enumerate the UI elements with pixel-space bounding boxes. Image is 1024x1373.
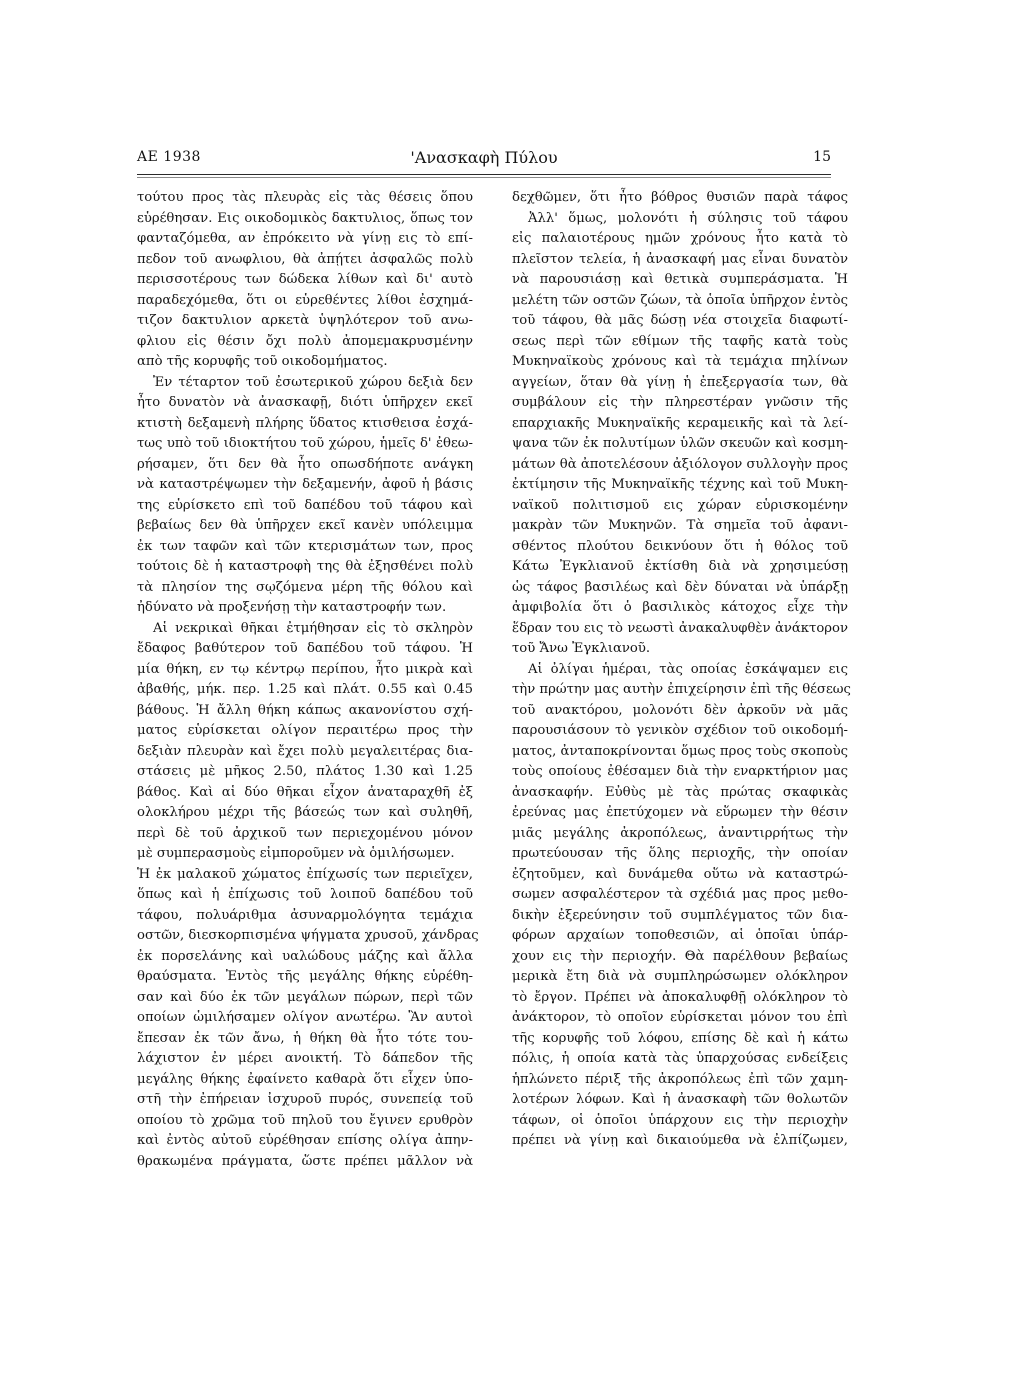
text-line: σωμεν ασφαλέστερον τὰ σχέδιά μας προς μεθο-	[512, 887, 848, 902]
text-line: σεως περὶ τῶν εθίμων τῆς ταφῆς κατὰ τοὺς	[512, 333, 848, 349]
text-line: ψανα τῶν ἐκ πολυτίμων ὑλῶν σκευῶν καὶ κοσμη-	[512, 436, 848, 451]
text-line: δεξιὰν πλευρὰν καὶ ἔχει πολὺ μεγαλειτέρας δια-	[137, 743, 473, 759]
text-line: ὡς τάφος βασιλέως καὶ δὲν δύναται νὰ ὑπάρξῃ	[512, 579, 848, 595]
right-column	[512, 188, 851, 1152]
text-line: τως υπὸ τοῦ ιδιοκτήτου τοῦ χώρου, ἡμεῖς δ' ἐθεω-	[137, 436, 473, 451]
text-line: τὴν πρώτην μας αυτὴν ἐπιχείρησιν ἐπὶ τῆς θέσεως	[512, 682, 851, 697]
text-line: Ἐν τέταρτον τοῦ ἐσωτερικοῦ χώρου δεξιὰ δεν	[153, 374, 473, 390]
text-line: οποίων ὡμιλήσαμεν ολίγον ανωτέρω. Ἂν αυτοὶ	[137, 1010, 473, 1025]
header-rule	[137, 174, 831, 175]
text-line: δεχθῶμεν, ὅτι ἦτο βόθρος θυσιῶν παρὰ τάφος	[512, 190, 848, 205]
text-line: χουν εις τὴν περιοχήν. Θὰ παρέλθουν βεβαίως	[512, 948, 848, 964]
text-line: νὰ παρουσιάσῃ καὶ θετικὰ συμπεράσματα. Ἡ	[512, 272, 848, 287]
text-line: συμβάλουν εἰς τὴν πληρεστέραν γνῶσιν τῆς	[512, 395, 848, 410]
text-line: οστῶν, διεσκορπισμένα ψήγματα χρυσοῦ, χάνδρας	[137, 928, 479, 943]
text-line: μεγάλης θήκης ἐφαίνετο καθαρὰ ὅτι εἶχεν ὑπο-	[137, 1071, 473, 1087]
text-line: ἦτο δυνατὸν νὰ ἀνασκαφῇ, διότι ὑπῆρχεν εκεῖ	[137, 395, 473, 410]
text-line: εἰς παλαιοτέρους ημῶν χρόνους ἦτο κατὰ τὸ	[512, 231, 848, 246]
text-line: μὲ συμπερασμοὺς εἰμποροῦμεν νὰ ὁμιλήσωμεν.	[137, 846, 455, 861]
text-line: πόλις, ἡ οποία κατὰ τὰς ὑπαρχούσας ενδείξεις	[512, 1051, 848, 1066]
text-line: νὰ καταστρέψωμεν τὴν δεξαμενήν, ἀφοῦ ἡ βάσις	[137, 477, 473, 492]
text-line: ἀνασκαφήν. Εὐθὺς μὲ τὰς πρώτας σκαφικὰς	[512, 784, 848, 800]
text-line: μακρὰν τῶν Μυκηνῶν. Τὰ σημεῖα τοῦ ἀφανι-	[512, 518, 848, 533]
text-line: τὸ ἔργον. Πρέπει νὰ ἀποκαλυφθῇ ολόκληρον τὸ	[512, 989, 848, 1005]
text-line: τιζον δακτυλιον αρκετὰ ὑψηλότερον τοῦ ανω-	[137, 313, 473, 328]
text-line: βάθους. Ἡ ἄλλη θήκη κάπως ακανονίστου σχή-	[137, 702, 473, 718]
text-line: ἀβαθής, μήκ. περ. 1.25 καὶ πλάτ. 0.55 καὶ 0.45	[137, 682, 473, 697]
text-line: φλιου εἰς θέσιν ὄχι πολὺ ἀπομεμακρυσμένην	[137, 333, 473, 349]
text-line: σθέντος πλούτου δεικνύουν ὅτι ἡ θόλος τοῦ	[512, 538, 848, 554]
text-line: ολοκλήρου μέχρι τῆς βάσεώς των καὶ συληθῆ,	[137, 805, 473, 820]
text-line: Ἀλλ' ὅμως, μολονότι ἡ σύλησις τοῦ τάφου	[528, 210, 848, 226]
text-line: τούτοις δὲ ἡ καταστροφὴ της θὰ ἐξησθένει πολὺ	[137, 559, 473, 574]
text-line: πεδον τοῦ ανωφλιου, θὰ ἀπῄτει ἀσφαλῶς πολὺ	[137, 251, 473, 267]
text-line: στῆ τὴν ἐπήρειαν ἰσχυροῦ πυρός, συνεπείᾳ τοῦ	[137, 1092, 473, 1107]
text-line: ἔπεσαν ἐκ τῶν ἄνω, ἡ θήκη θὰ ἦτο τότε του-	[137, 1030, 473, 1046]
left-column	[137, 188, 479, 1172]
text-line: Αἱ νεκρικαὶ θῆκαι ἐτμήθησαν εἰς τὸ σκληρὸν	[153, 620, 473, 636]
text-line: τοῦ ανακτόρου, μολονότι δὲν ἀρκοῦν νὰ μᾶς	[512, 702, 848, 718]
text-line: πρέπει νὰ γίνῃ καὶ δικαιούμεθα νὰ ἐλπίζωμεν,	[512, 1133, 848, 1148]
text-line: ἀνάκτορον, τὸ οποῖον εὑρίσκεται μόνον του ἐπὶ	[512, 1010, 848, 1025]
text-line: Μυκηναϊκοὺς χρόνους καὶ τὰ τεμάχια πηλίνων	[512, 354, 848, 369]
text-line: τῆς κορυφῆς τοῦ λόφου, επίσης δὲ καὶ ἡ κάτω	[512, 1030, 848, 1046]
text-line: ἠδύνατο νὰ προξενήσῃ τὴν καταστροφήν των.	[137, 600, 447, 615]
text-line: τὰ πλησίον της σῳζόμενα μέρη τῆς θόλου καὶ	[137, 579, 473, 595]
text-line: κτιστὴ δεξαμενὴ πλήρης ὕδατος κτισθεισα ἐσχά-	[137, 415, 473, 431]
text-line: ἐκτίμησιν τῆς Μυκηναϊκῆς τέχνης καὶ τοῦ Μυκη-	[512, 477, 848, 492]
text-line: ματος, ἀνταποκρίνονται ὅμως προς τοὺς σκοποὺς	[512, 743, 848, 759]
text-line: περὶ δὲ τοῦ ἀρχικοῦ των περιεχομένου μόνον	[137, 825, 473, 841]
text-line: Κάτω Ἐγκλιανοῦ ἐκτίσθη διὰ νὰ χρησιμεύσῃ	[512, 559, 848, 574]
text-line: οποίου τὸ χρῶμα τοῦ πηλοῦ του ἔγινεν ερυθρὸν	[137, 1112, 473, 1128]
text-line: τοῦ Ἄνω Ἐγκλιανοῦ.	[512, 641, 651, 656]
text-line: ἐκ των ταφῶν καὶ τῶν κτερισμάτων των, προς	[137, 538, 473, 554]
text-line: μερικὰ ἔτη διὰ νὰ συμπληρώσωμεν ολόκληρον	[512, 969, 848, 984]
text-line: μάτων θὰ ἀποτελέσουν ἀξιόλογον συλλογὴν προς	[512, 456, 848, 472]
text-line: ἐρεύνας μας ἐπετύχομεν νὰ εὕρωμεν τὴν θέσιν	[512, 805, 848, 820]
page-number: 15	[813, 149, 831, 165]
text-line: πλεῖστον τελεία, ἡ ἀνασκαφή μας εἶναι δυνατὸν	[512, 251, 848, 267]
text-line: ἡπλώνετο πέριξ τῆς ἀκροπόλεως ἐπὶ τῶν χαμη-	[512, 1071, 848, 1087]
text-line: Αἱ ὀλίγαι ἡμέραι, τὰς οποίας ἐσκάψαμεν εις	[528, 661, 848, 677]
text-line: σαν καὶ δύο ἐκ τῶν μεγάλων πώρων, περὶ τῶν	[137, 989, 473, 1005]
text-line: λάχιστον ἐν μέρει ανοικτή. Τὸ δάπεδον τῆς	[137, 1051, 473, 1066]
text-line: ἕδραν του εις τὸ νεωστὶ ἀνακαλυφθὲν ἀνάκτορον	[512, 620, 848, 636]
text-line: ματος εὑρίσκεται ολίγον περαιτέρω προς τὴν	[137, 723, 473, 738]
text-line: ἔδαφος βαθύτερον τοῦ δαπέδου τοῦ τάφου. Ἡ	[137, 641, 473, 656]
text-line: στάσεις μὲ μῆκος 2.50, πλάτος 1.30 καὶ 1.25	[137, 764, 473, 779]
text-line: τοῦ τάφου, θὰ μᾶς δώσῃ νέα στοιχεῖα διαφωτί-	[512, 313, 848, 328]
text-line: φανταζόμεθα, αν ἐπρόκειτο νὰ γίνῃ εις τὸ επί-	[137, 231, 473, 246]
text-line: αγγείων, ὅταν θὰ γίνῃ ἡ ἐπεξεργασία των, θὰ	[512, 374, 848, 390]
text-line: θραύσματα. Ἐντὸς τῆς μεγάλης θήκης εὑρέθη-	[137, 969, 473, 984]
text-line: Ἡ ἐκ μαλακοῦ χώματος ἐπίχωσίς των περιεῖχεν,	[137, 866, 473, 882]
text-line: μία θήκη, εν τῳ κέντρῳ περίπου, ἦτο μικρὰ καὶ	[137, 661, 473, 677]
text-line: τάφων, οἱ ὁποῖοι ὑπάρχουν εις τὴν περιοχὴν	[512, 1112, 848, 1128]
running-title: 'Ανασκαφὴ Πύλου	[410, 148, 558, 167]
text-line: τοὺς οποίους ἐθέσαμεν διὰ τὴν εναρκτήριον μας	[512, 764, 848, 779]
text-line: τάφου, πολυάριθμα ἀσυναρμολόγητα τεμάχια	[137, 907, 473, 923]
journal-reference: ΑΕ 1938	[137, 149, 201, 165]
text-line: περισσοτέρους των δώδεκα λίθων καὶ δι' αυτὸ	[137, 272, 473, 287]
text-line: εὑρέθησαν. Εις οικοδομικὸς δακτυλιος, ὅπως τον	[137, 210, 473, 226]
text-line: απὸ τῆς κορυφῆς τοῦ οικοδομήματος.	[137, 354, 388, 369]
text-line: φόρων αρχαίων τοποθεσιῶν, αἱ ὁποῖαι ὑπάρ-	[512, 928, 848, 943]
text-line: επαρχιακῆς Μυκηναϊκῆς κεραμεικῆς καὶ τὰ λεί-	[512, 415, 848, 431]
text-line: μιᾶς μεγάλης ἀκροπόλεως, ἀναντιρρήτως τὴν	[512, 825, 848, 841]
text-line: ναϊκοῦ πολιτισμοῦ εις χώραν εὑρισκομένην	[512, 497, 848, 513]
text-line: ἐζητοῦμεν, καὶ δυνάμεθα οὕτω νὰ καταστρώ-	[512, 866, 848, 882]
text-line: ἐκ πορσελάνης καὶ υαλώδους μάζης καὶ ἄλλα	[137, 948, 473, 964]
text-line: ἀμφιβολία ὅτι ὁ βασιλικὸς κάτοχος εἶχε τὴν	[512, 600, 848, 615]
page-header	[137, 149, 831, 173]
text-line: μελέτη τῶν οστῶν ζώων, τὰ ὁποῖα ὑπῆρχον ἐντὸς	[512, 292, 848, 308]
text-line: ὅπως καὶ ἡ ἐπίχωσις τοῦ λοιποῦ δαπέδου τοῦ	[137, 887, 473, 902]
text-line: παραδεχόμεθα, ὅτι οι εὑρεθέντες λίθοι ἐσχημά-	[137, 292, 473, 308]
text-line: θρακωμένα πράγματα, ὥστε πρέπει μᾶλλον νὰ	[137, 1153, 473, 1169]
text-line: παρουσιάσουν τὸ γενικὸν σχέδιον τοῦ οικοδομή-	[512, 723, 848, 738]
header-rule-thin	[137, 177, 831, 178]
text-line: ρήσαμεν, ὅτι δεν θὰ ἦτο οπωσδήποτε ανάγκη	[137, 456, 473, 472]
text-line: τούτου προς τὰς πλευρὰς εἰς τὰς θέσεις ὅπου	[137, 190, 473, 205]
text-line: πρωτεύουσαν τῆς ὅλης περιοχῆς, τὴν οποίαν	[512, 846, 848, 861]
text-line: δικὴν ἐξερεύνησιν τοῦ συμπλέγματος τῶν δια-	[512, 907, 848, 923]
text-line: λοτέρων λόφων. Καὶ ἡ ἀνασκαφὴ τῶν θολωτῶν	[512, 1092, 848, 1107]
text-line: καὶ ἐντὸς αὐτοῦ εὑρέθησαν επίσης ολίγα ἀπην-	[137, 1133, 473, 1148]
text-line: της εὑρίσκετο επὶ τοῦ δαπέδου τοῦ τάφου καὶ	[137, 497, 473, 513]
text-line: βάθος. Καὶ αἱ δύο θῆκαι εἶχον ἀναταραχθῆ ἐξ	[137, 784, 473, 800]
text-line: βεβαίως δεν θὰ ὑπῆρχεν εκεῖ κανὲν υπόλειμμα	[137, 518, 473, 533]
